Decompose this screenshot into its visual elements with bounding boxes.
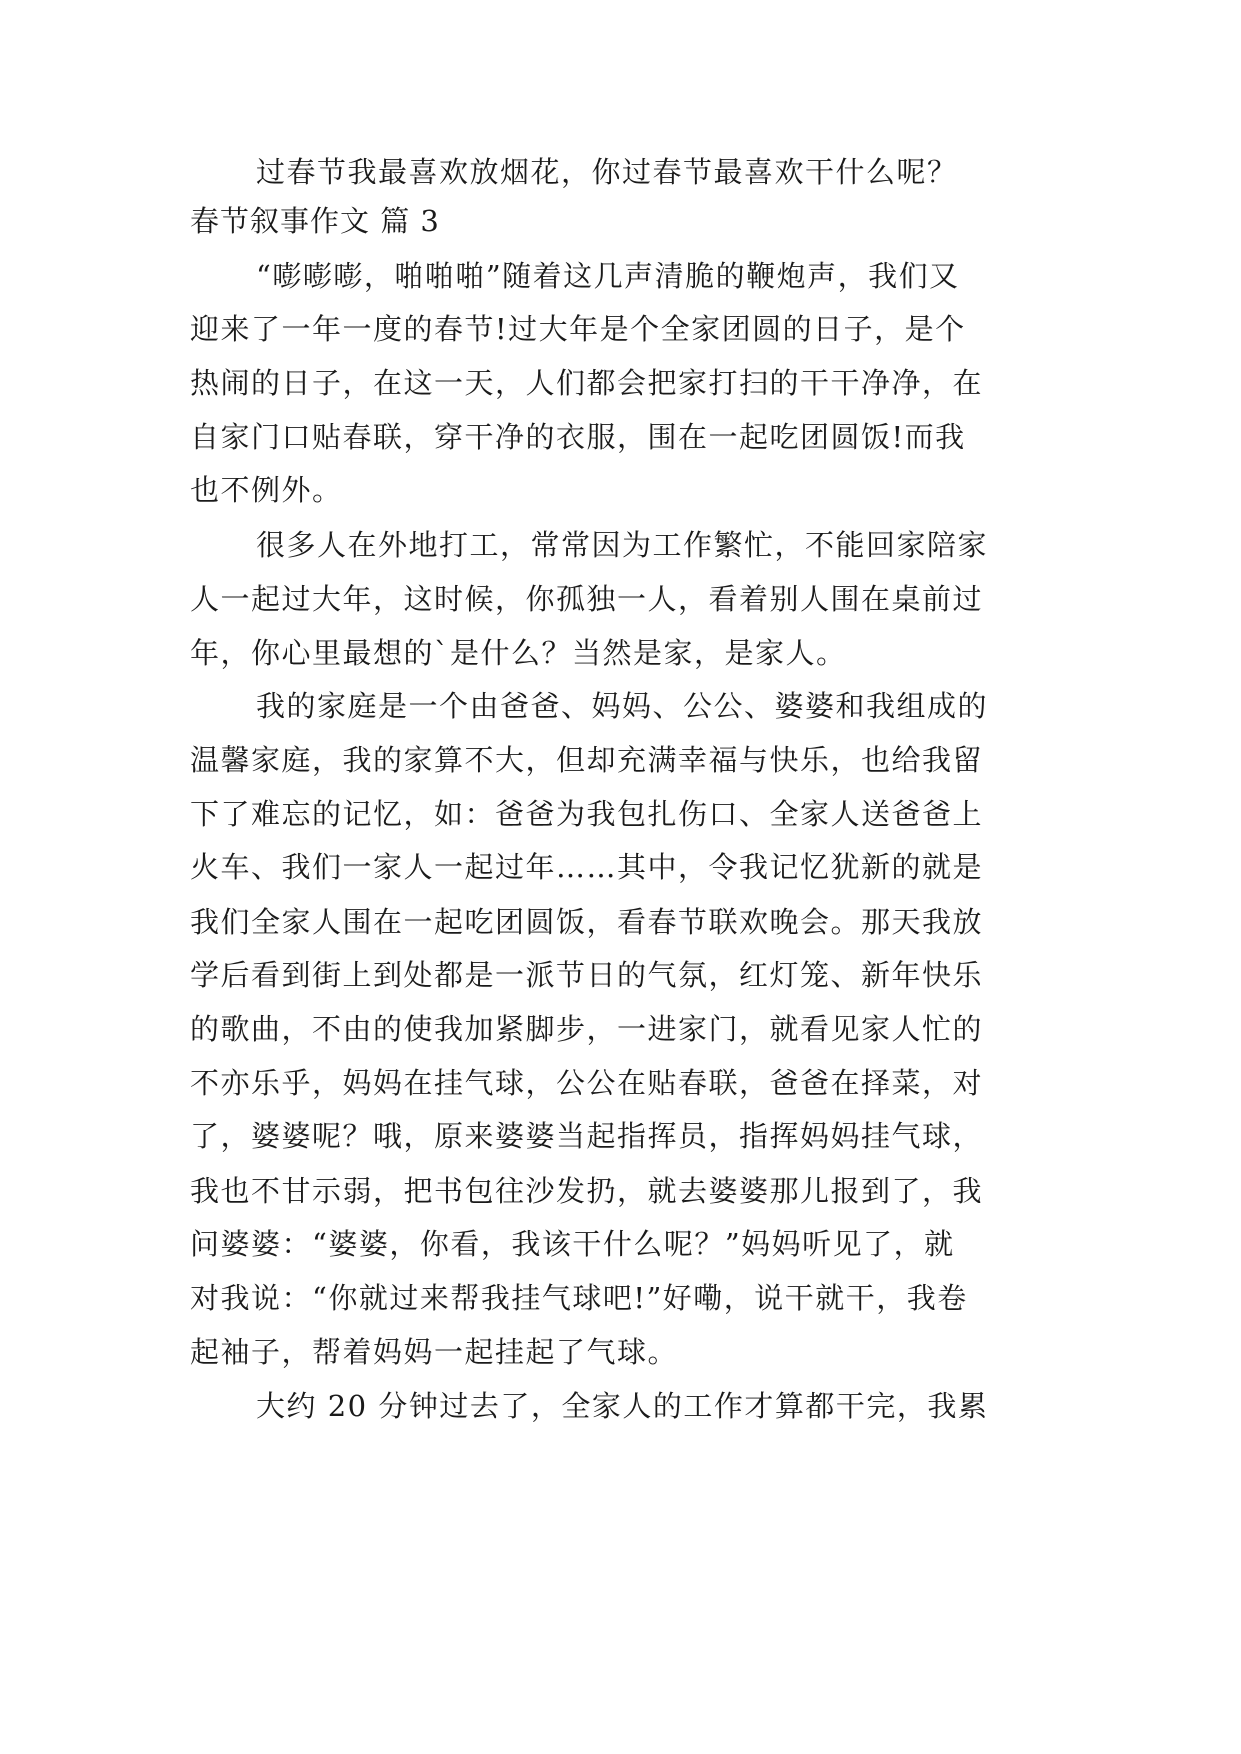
section-heading: 春节叙事作文 篇 3 [190,204,440,238]
paragraph-line: 很多人在外地打工，常常因为工作繁忙，不能回家陪家 [256,528,989,562]
paragraph-line: 火车、我们一家人一起过年……其中，令我记忆犹新的就是 [190,850,984,884]
paragraph-line: 人一起过大年，这时候，你孤独一人，看着别人围在桌前过 [190,582,984,616]
paragraph-line: 我的家庭是一个由爸爸、妈妈、公公、婆婆和我组成的 [256,689,989,723]
paragraph-line: 下了难忘的记忆，如：爸爸为我包扎伤口、全家人送爸爸上 [190,797,984,831]
paragraph-line: “嘭嘭嘭，啪啪啪”随着这几声清脆的鞭炮声，我们又 [256,259,960,293]
paragraph-line: 了，婆婆呢？哦，原来婆婆当起指挥员，指挥妈妈挂气球， [190,1119,984,1153]
paragraph-line: 大约 20 分钟过去了，全家人的工作才算都干完，我累 [256,1389,989,1423]
paragraph-line: 也不例外。 [190,473,343,507]
paragraph-line: 对我说：“你就过来帮我挂气球吧!”好嘞，说干就干，我卷 [190,1281,968,1315]
paragraph-line: 我们全家人围在一起吃团圆饭，看春节联欢晚会。那天我放 [190,905,984,939]
paragraph-line: 年，你心里最想的`是什么？当然是家，是家人。 [190,636,847,670]
paragraph-line: 自家门口贴春联，穿干净的衣服，围在一起吃团圆饭!而我 [190,420,966,454]
paragraph-line: 过春节我最喜欢放烟花，你过春节最喜欢干什么呢？ [256,155,958,189]
paragraph-line: 我也不甘示弱，把书包往沙发扔，就去婆婆那儿报到了，我 [190,1174,984,1208]
paragraph-line: 不亦乐乎，妈妈在挂气球，公公在贴春联，爸爸在择菜，对 [190,1066,984,1100]
paragraph-line: 迎来了一年一度的春节!过大年是个全家团圆的日子，是个 [190,312,966,346]
paragraph-line: 的歌曲，不由的使我加紧脚步，一进家门，就看见家人忙的 [190,1012,984,1046]
paragraph-line: 起袖子，帮着妈妈一起挂起了气球。 [190,1335,679,1369]
paragraph-line: 学后看到街上到处都是一派节日的气氛，红灯笼、新年快乐 [190,958,984,992]
paragraph-line: 问婆婆：“婆婆，你看，我该干什么呢？”妈妈听见了，就 [190,1227,955,1261]
paragraph-line: 热闹的日子，在这一天，人们都会把家打扫的干干净净，在 [190,366,984,400]
paragraph-line: 温馨家庭，我的家算不大，但却充满幸福与快乐，也给我留 [190,743,984,777]
